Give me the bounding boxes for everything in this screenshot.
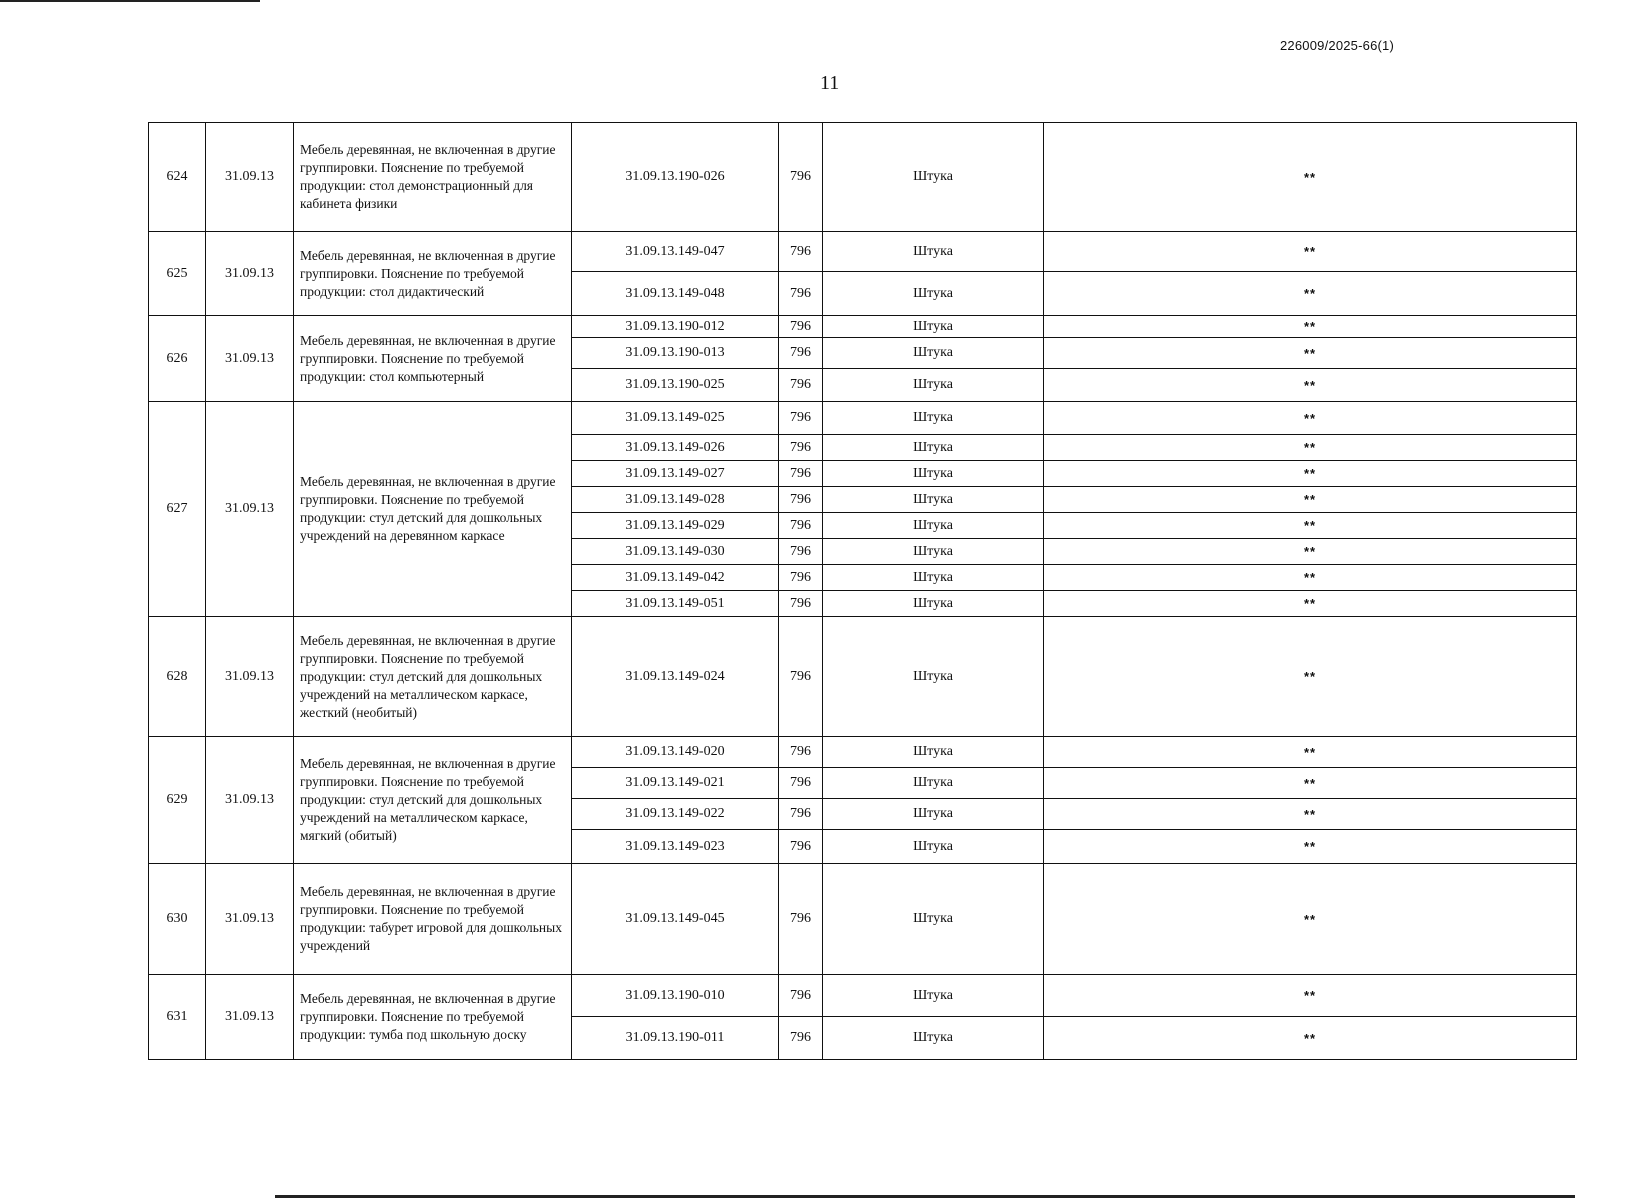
table-row [149,617,1577,737]
row-number-cell: 627 [149,402,206,617]
okei-code-cell: 796 [779,513,823,539]
okpd-code-cell: 31.09.13 [206,864,294,975]
okpd-code-cell: 31.09.13 [206,316,294,402]
okpd-code-cell: 31.09.13 [206,617,294,737]
okei-code-cell: 796 [779,338,823,369]
ktru-code-cell: 31.09.13.149-025 [572,402,779,435]
unit-cell: Штука [823,864,1044,975]
okei-code-cell: 796 [779,975,823,1017]
scan-border-top [0,0,260,2]
mark-cell: ** [1044,975,1577,1017]
okei-code-cell: 796 [779,539,823,565]
okei-code-cell: 796 [779,487,823,513]
unit-cell: Штука [823,402,1044,435]
ktru-code-cell: 31.09.13.190-010 [572,975,779,1017]
page-number: 11 [820,72,840,94]
okei-code-cell: 796 [779,461,823,487]
okei-code-cell: 796 [779,123,823,232]
mark-cell: ** [1044,768,1577,799]
mark-cell: ** [1044,737,1577,768]
ktru-code-cell: 31.09.13.149-021 [572,768,779,799]
ktru-code-cell: 31.09.13.190-013 [572,338,779,369]
okei-code-cell: 796 [779,1017,823,1060]
unit-cell: Штука [823,768,1044,799]
product-table-body [149,123,1577,1060]
mark-cell: ** [1044,402,1577,435]
mark-cell: ** [1044,864,1577,975]
okpd-code-cell: 31.09.13 [206,123,294,232]
okei-code-cell: 796 [779,768,823,799]
table-row [149,402,1577,435]
ktru-code-cell: 31.09.13.149-022 [572,799,779,830]
ktru-code-cell: 31.09.13.149-051 [572,591,779,617]
okei-code-cell: 796 [779,435,823,461]
unit-cell: Штука [823,316,1044,338]
ktru-code-cell: 31.09.13.149-024 [572,617,779,737]
document-number: 226009/2025-66(1) [1280,38,1394,53]
row-number-cell: 625 [149,232,206,316]
table-row [149,737,1577,768]
okei-code-cell: 796 [779,799,823,830]
ktru-code-cell: 31.09.13.149-023 [572,830,779,864]
product-name-cell: Мебель деревянная, не включенная в другие группировки. Пояснение по требуемой продукции: стол компьютерный [294,316,572,402]
product-name-cell: Мебель деревянная, не включенная в другие группировки. Пояснение по требуемой продукции: стул детский для дошкольных учреждений на деревянном каркасе [294,402,572,617]
mark-cell: ** [1044,617,1577,737]
ktru-code-cell: 31.09.13.149-027 [572,461,779,487]
table-row [149,316,1577,338]
table-row [149,864,1577,975]
unit-cell: Штука [823,487,1044,513]
okei-code-cell: 796 [779,369,823,402]
unit-cell: Штука [823,369,1044,402]
row-number-cell: 628 [149,617,206,737]
row-number-cell: 630 [149,864,206,975]
unit-cell: Штука [823,830,1044,864]
okei-code-cell: 796 [779,864,823,975]
ktru-code-cell: 31.09.13.149-047 [572,232,779,272]
row-number-cell: 629 [149,737,206,864]
okpd-code-cell: 31.09.13 [206,737,294,864]
okei-code-cell: 796 [779,565,823,591]
okei-code-cell: 796 [779,402,823,435]
row-number-cell: 631 [149,975,206,1060]
mark-cell: ** [1044,232,1577,272]
mark-cell: ** [1044,435,1577,461]
mark-cell: ** [1044,1017,1577,1060]
ktru-code-cell: 31.09.13.190-012 [572,316,779,338]
mark-cell: ** [1044,316,1577,338]
ktru-code-cell: 31.09.13.149-020 [572,737,779,768]
unit-cell: Штука [823,591,1044,617]
ktru-code-cell: 31.09.13.149-048 [572,272,779,316]
product-name-cell: Мебель деревянная, не включенная в другие группировки. Пояснение по требуемой продукции: стол дидактический [294,232,572,316]
product-name-cell: Мебель деревянная, не включенная в другие группировки. Пояснение по требуемой продукции: стол демонстрационный для кабинета физики [294,123,572,232]
product-name-cell: Мебель деревянная, не включенная в другие группировки. Пояснение по требуемой продукции: табурет игровой для дошкольных учреждений [294,864,572,975]
mark-cell: ** [1044,539,1577,565]
ktru-code-cell: 31.09.13.149-045 [572,864,779,975]
mark-cell: ** [1044,799,1577,830]
table-row [149,232,1577,272]
product-name-cell: Мебель деревянная, не включенная в другие группировки. Пояснение по требуемой продукции: стул детский для дошкольных учреждений на металлическом каркасе, жесткий (необитый) [294,617,572,737]
unit-cell: Штука [823,232,1044,272]
mark-cell: ** [1044,513,1577,539]
unit-cell: Штука [823,338,1044,369]
mark-cell: ** [1044,338,1577,369]
product-name-cell: Мебель деревянная, не включенная в другие группировки. Пояснение по требуемой продукции: тумба под школьную доску [294,975,572,1060]
ktru-code-cell: 31.09.13.190-011 [572,1017,779,1060]
mark-cell: ** [1044,123,1577,232]
unit-cell: Штука [823,1017,1044,1060]
okei-code-cell: 796 [779,830,823,864]
unit-cell: Штука [823,737,1044,768]
okei-code-cell: 796 [779,232,823,272]
ktru-code-cell: 31.09.13.190-025 [572,369,779,402]
scan-border-bottom [275,1195,1575,1198]
okpd-code-cell: 31.09.13 [206,232,294,316]
mark-cell: ** [1044,461,1577,487]
product-name-cell: Мебель деревянная, не включенная в другие группировки. Пояснение по требуемой продукции: стул детский для дошкольных учреждений на металлическом каркасе, мягкий (обитый) [294,737,572,864]
unit-cell: Штука [823,975,1044,1017]
mark-cell: ** [1044,369,1577,402]
unit-cell: Штука [823,513,1044,539]
ktru-code-cell: 31.09.13.149-029 [572,513,779,539]
ktru-code-cell: 31.09.13.149-030 [572,539,779,565]
mark-cell: ** [1044,487,1577,513]
unit-cell: Штука [823,272,1044,316]
mark-cell: ** [1044,591,1577,617]
ktru-code-cell: 31.09.13.149-028 [572,487,779,513]
unit-cell: Штука [823,565,1044,591]
mark-cell: ** [1044,565,1577,591]
row-number-cell: 624 [149,123,206,232]
okei-code-cell: 796 [779,272,823,316]
okei-code-cell: 796 [779,591,823,617]
okei-code-cell: 796 [779,617,823,737]
okpd-code-cell: 31.09.13 [206,402,294,617]
row-number-cell: 626 [149,316,206,402]
product-table [148,122,1577,1060]
unit-cell: Штука [823,799,1044,830]
unit-cell: Штука [823,461,1044,487]
ktru-code-cell: 31.09.13.149-042 [572,565,779,591]
mark-cell: ** [1044,272,1577,316]
unit-cell: Штука [823,617,1044,737]
okpd-code-cell: 31.09.13 [206,975,294,1060]
ktru-code-cell: 31.09.13.149-026 [572,435,779,461]
table-row [149,975,1577,1017]
ktru-code-cell: 31.09.13.190-026 [572,123,779,232]
okei-code-cell: 796 [779,737,823,768]
okei-code-cell: 796 [779,316,823,338]
table-row [149,123,1577,232]
unit-cell: Штука [823,435,1044,461]
unit-cell: Штука [823,539,1044,565]
unit-cell: Штука [823,123,1044,232]
mark-cell: ** [1044,830,1577,864]
